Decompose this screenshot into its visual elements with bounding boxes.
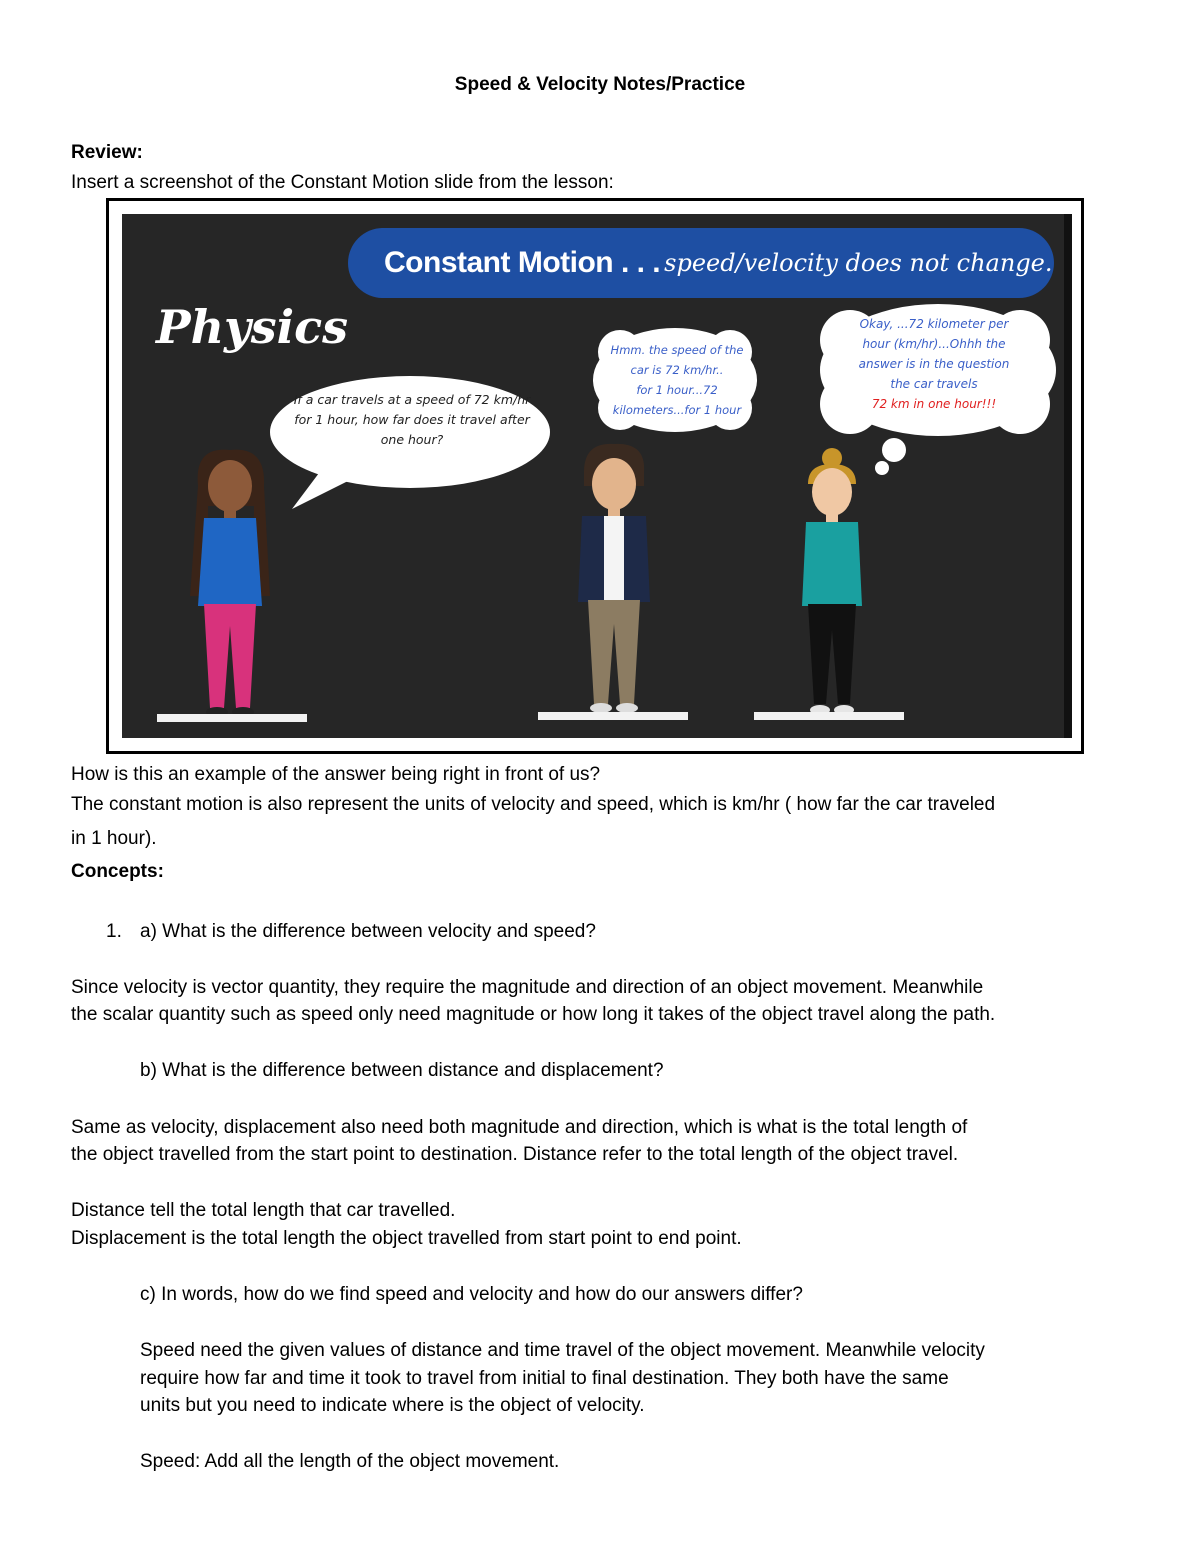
bubble-2-line: Hmm. the speed of the (610, 343, 744, 357)
answer-1a-line: Since velocity is vector quantity, they require the magnitude and direction of an object movement. Meanwhile (71, 977, 984, 998)
slide-banner (348, 228, 1054, 298)
platform (754, 712, 904, 720)
question-intro: How is this an example of the answer being right in front of us? (71, 764, 601, 785)
avatar-boy-icon (568, 442, 660, 714)
answer-1c-line: units but you need to indicate where is the object of velocity. (140, 1395, 645, 1416)
answer-1a-line: the scalar quantity such as speed only need magnitude or how long it takes of the object travel along the path. (71, 1004, 996, 1025)
answer-1c-line: Speed need the given values of distance and time travel of the object movement. Meanwhile velocity (140, 1340, 985, 1361)
bubble-1-text (282, 390, 542, 450)
physics-logo: Physics (156, 300, 349, 354)
bubble-2-text (592, 340, 762, 420)
bubble-2-line: for 1 hour...72 (636, 383, 718, 397)
review-instruction: Insert a screenshot of the Constant Motion slide from the lesson: (71, 172, 614, 193)
banner-subtitle: speed/velocity does not change. (664, 249, 1053, 277)
answer-intro-line: The constant motion is also represent the units of velocity and speed, which is km/hr ( how far the car traveled (71, 794, 996, 815)
distance-note: Distance tell the total length that car travelled. (71, 1200, 456, 1221)
platform (157, 714, 307, 722)
answer-1b-line: the object travelled from the start point to destination. Distance refer to the total length of the object travel. (71, 1144, 959, 1165)
bubble-1-line: for 1 hour, how far does it travel after (294, 412, 530, 427)
bubble-2-line: car is 72 km/hr.. (630, 363, 724, 377)
platform (538, 712, 688, 720)
bubble-1-line: one hour? (380, 432, 444, 447)
slide-edge (1064, 214, 1072, 738)
banner-title: Constant Motion . . . (384, 246, 661, 279)
question-1c: c) In words, how do we find speed and velocity and how do our answers differ? (140, 1284, 803, 1305)
question-1a: a) What is the difference between velocity and speed? (140, 921, 596, 942)
review-heading: Review: (71, 142, 143, 163)
bubble-1-line: If a car travels at a speed of 72 km/hr (293, 392, 531, 407)
bubble-3-line: hour (km/hr)...Ohhh the (862, 337, 1006, 351)
bubble-3-line: the car travels (890, 377, 978, 391)
list-number: 1. (106, 921, 122, 942)
page-title: Speed & Velocity Notes/Practice (454, 74, 746, 95)
bubble-3-line: answer is in the question (858, 357, 1010, 371)
answer-1c-line: require how far and time it took to travel from initial to final destination. They both have the same (140, 1368, 949, 1389)
speed-note: Speed: Add all the length of the object movement. (140, 1451, 560, 1472)
bubble-3-line: Okay, ...72 kilometer per (859, 317, 1009, 331)
concepts-heading: Concepts: (71, 861, 164, 882)
question-1b: b) What is the difference between distance and displacement? (140, 1060, 664, 1081)
answer-1b-line: Same as velocity, displacement also need both magnitude and direction, which is what is the total length of (71, 1117, 968, 1138)
avatar-sporty-icon (786, 448, 878, 718)
constant-motion-slide (122, 214, 1072, 738)
displacement-note: Displacement is the total length the object travelled from start point to end point. (71, 1228, 742, 1249)
bubble-3-highlight: 72 km in one hour!!! (871, 397, 997, 411)
bubble-2-line: kilometers...for 1 hour (612, 403, 742, 417)
answer-intro-line: in 1 hour). (71, 828, 157, 849)
avatar-girl-icon (184, 446, 276, 718)
bubble-3-text (814, 314, 1054, 414)
